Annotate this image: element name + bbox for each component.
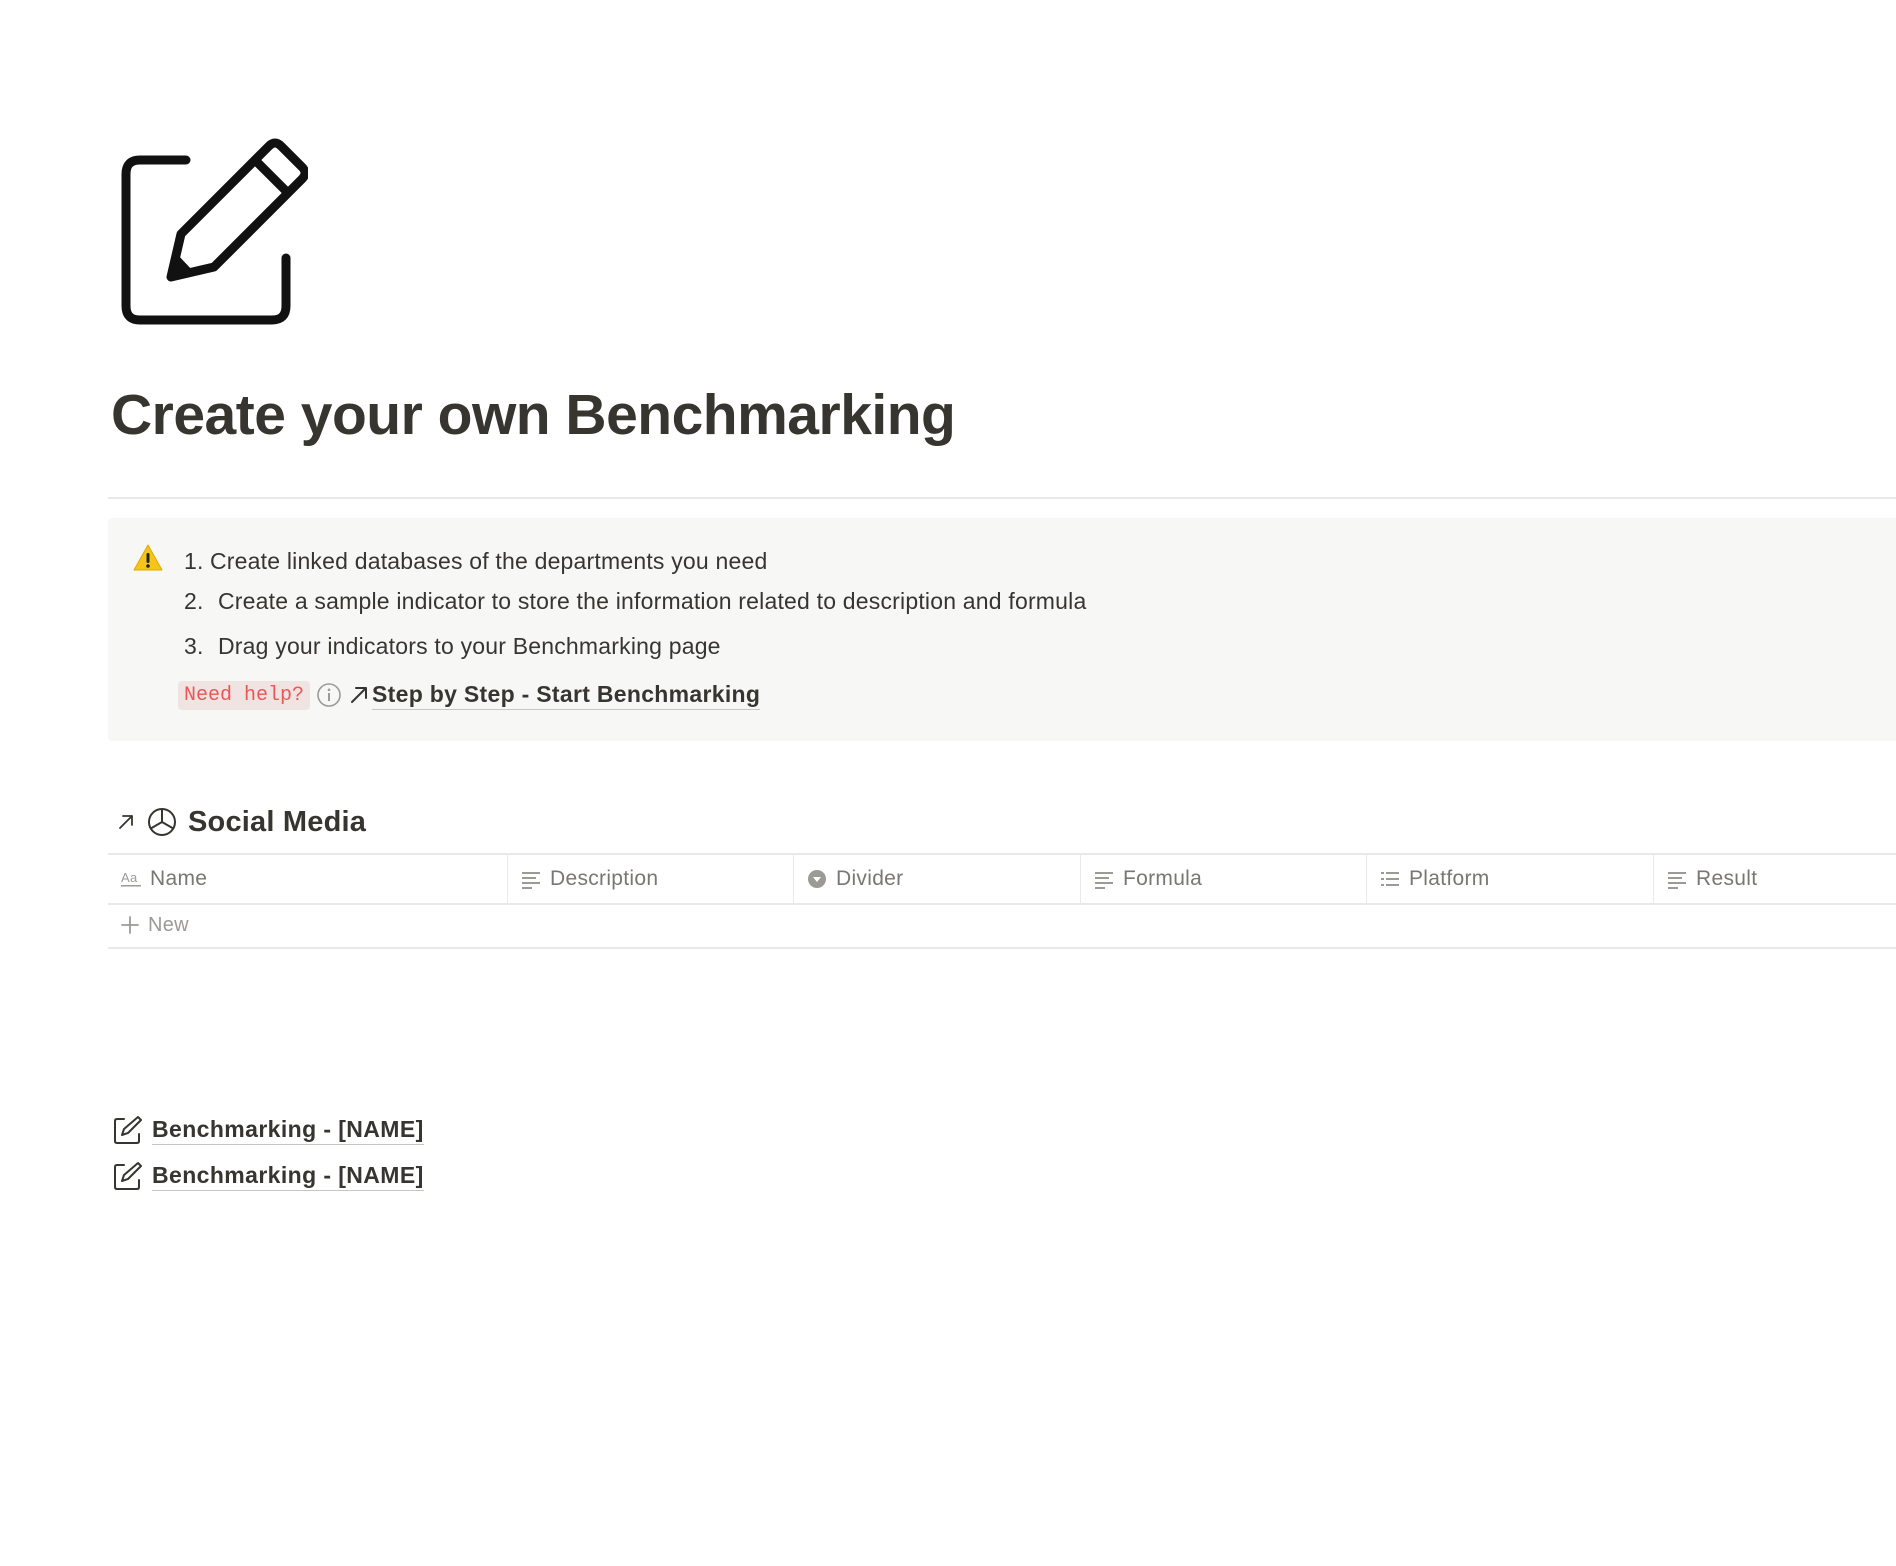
column-label: Description	[550, 867, 659, 890]
column-label: Divider	[836, 867, 904, 890]
column-header-description[interactable]	[508, 855, 794, 903]
list-number: 3.	[184, 633, 204, 659]
list-number: 2.	[184, 588, 204, 614]
list-text: Create a sample indicator to store the information related to description and formula	[218, 588, 1087, 614]
title-icon	[120, 868, 142, 890]
text-icon	[1093, 868, 1115, 890]
select-icon	[806, 868, 828, 890]
column-label: Result	[1696, 867, 1758, 890]
step-by-step-link[interactable]: Step by Step - Start Benchmarking	[372, 681, 760, 710]
title-divider	[108, 497, 1896, 499]
database-title[interactable]: Social Media	[188, 805, 367, 838]
linked-arrow-icon	[116, 812, 136, 832]
help-row	[178, 678, 760, 712]
plus-icon	[120, 915, 140, 935]
list-item	[184, 588, 1086, 615]
list-text: Drag your indicators to your Benchmarking page	[218, 633, 721, 659]
text-icon	[1666, 868, 1688, 890]
list-item	[184, 548, 767, 575]
column-label: Platform	[1409, 867, 1490, 890]
column-label: Name	[150, 867, 208, 890]
pie-chart-icon[interactable]	[146, 806, 178, 838]
callout	[108, 518, 1896, 741]
database-header	[116, 802, 366, 842]
page-title[interactable]: Create your own Benchmarking	[111, 383, 956, 447]
new-row-button[interactable]	[108, 903, 1896, 949]
column-label: Formula	[1123, 867, 1203, 890]
column-header-divider[interactable]	[794, 855, 1081, 903]
page-link[interactable]	[112, 1112, 424, 1148]
link-arrow-icon	[348, 684, 370, 706]
column-header-name[interactable]	[108, 855, 508, 903]
pencil-square-icon	[112, 1114, 144, 1146]
svg-text:Aa: Aa	[121, 870, 138, 885]
column-header-platform[interactable]	[1367, 855, 1654, 903]
new-row-label: New	[148, 913, 189, 936]
multi-select-icon	[1379, 868, 1401, 890]
column-header-result[interactable]	[1654, 855, 1896, 903]
need-help-code: Need help?	[178, 681, 310, 710]
page-link[interactable]	[112, 1158, 424, 1194]
pencil-square-icon	[112, 1160, 144, 1192]
page-link-text: Benchmarking - [NAME]	[152, 1162, 424, 1191]
list-text: Create linked databases of the departments you need	[210, 548, 768, 574]
pencil-square-icon[interactable]	[118, 138, 308, 328]
list-number: 1.	[184, 548, 204, 574]
info-icon	[316, 682, 342, 708]
page-link-text: Benchmarking - [NAME]	[152, 1116, 424, 1145]
list-item	[184, 633, 721, 660]
warning-icon[interactable]	[133, 543, 163, 573]
table-header-row	[108, 853, 1896, 905]
text-icon	[520, 868, 542, 890]
column-header-formula[interactable]	[1081, 855, 1367, 903]
